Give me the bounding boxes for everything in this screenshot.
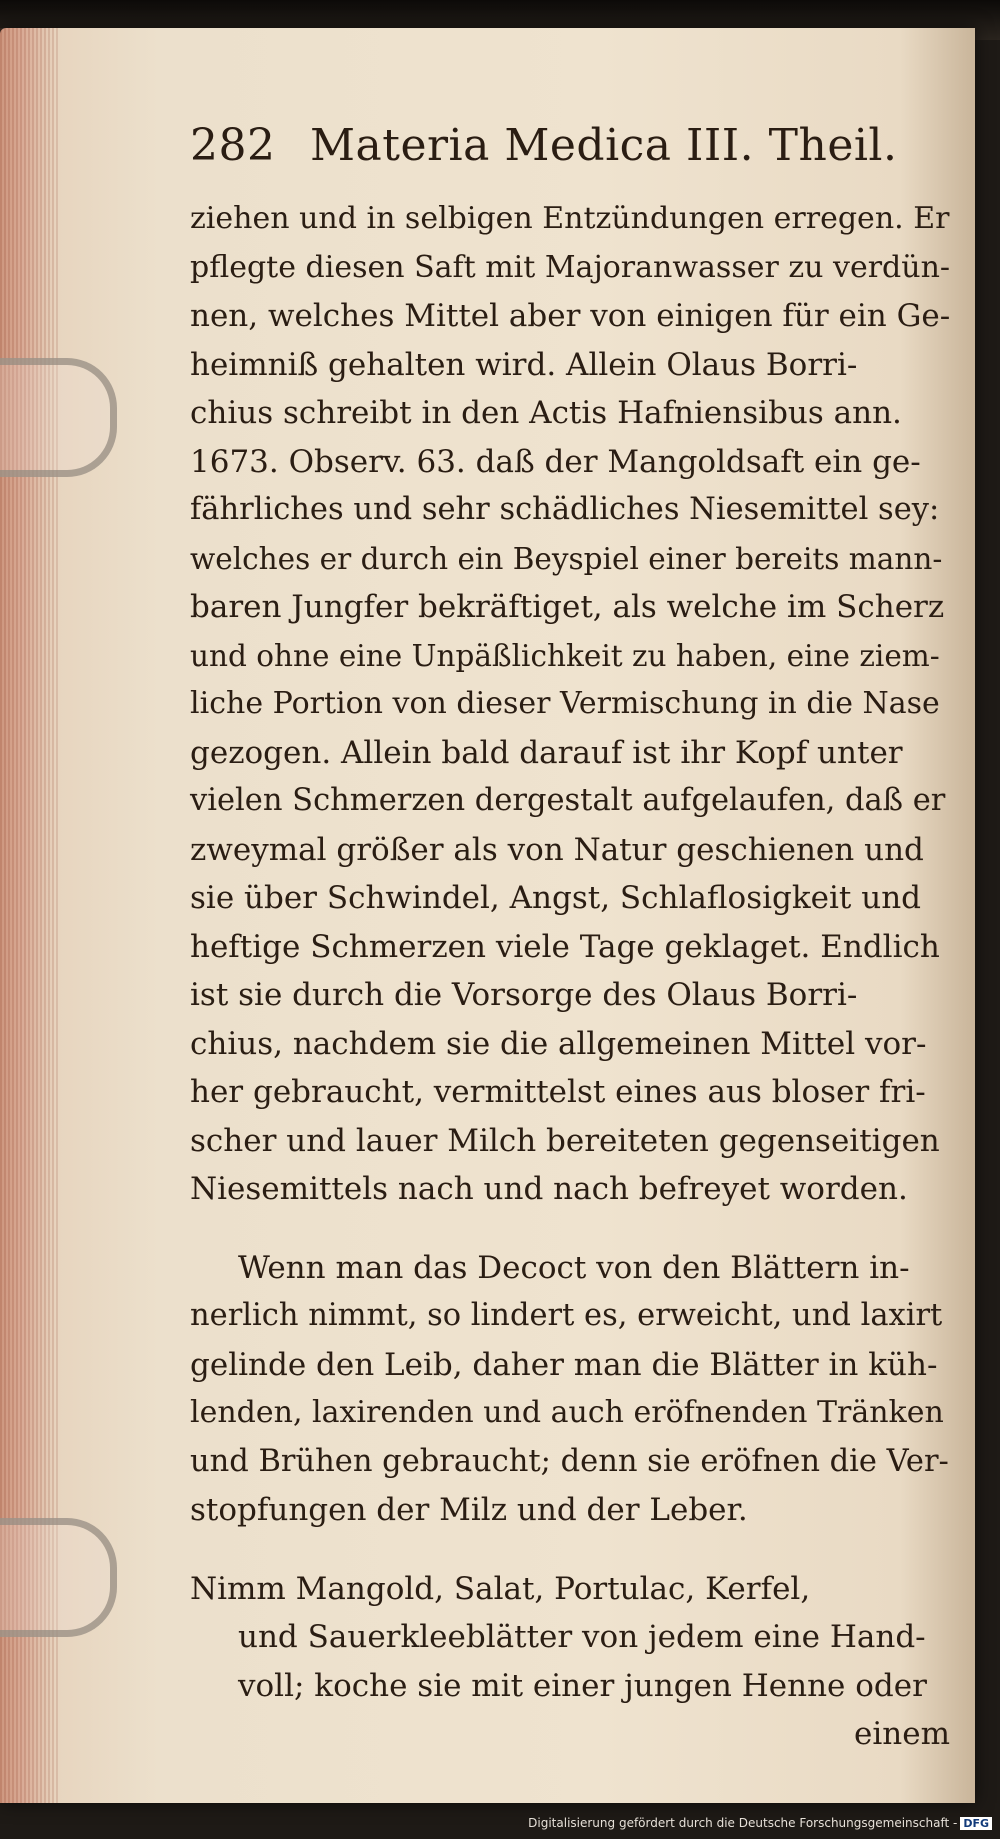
page-number: 282 xyxy=(190,120,276,171)
page-clip-bottom xyxy=(0,1518,117,1637)
text-line: stopfungen der Milz und der Leber. xyxy=(190,1492,748,1528)
paragraph-2 xyxy=(190,1244,950,1535)
paragraph-3 xyxy=(190,1565,950,1711)
text-line: chius, nachdem sie die allgemeinen Mittel vor- xyxy=(190,1025,927,1062)
page-clip-top xyxy=(0,358,117,477)
text-line: chius schreibt in den Actis Hafniensibus ann. xyxy=(190,395,902,431)
text-line: pflegte diesen Saft mit Majoranwasser zu verdün- xyxy=(190,249,951,285)
text-line: zweymal größer als von Natur geschienen und xyxy=(190,831,924,868)
text-line: gelinde den Leib, daher man die Blätter in küh- xyxy=(190,1346,938,1383)
running-head: Materia Medica III. Theil. xyxy=(310,120,898,171)
text-line: ziehen und in selbigen Entzündungen erregen. Er xyxy=(190,201,950,236)
text-line: baren Jungfer bekräftiget, als welche im Scherz xyxy=(190,589,945,625)
page-header xyxy=(190,120,950,171)
text-line: gezogen. Allein bald darauf ist ihr Kopf unter xyxy=(190,734,903,771)
credit-text: Digitalisierung gefördert durch die Deutsche Forschungsgemeinschaft - xyxy=(528,1816,958,1830)
text-line: nerlich nimmt, so lindert es, erweicht, und laxirt xyxy=(190,1298,943,1333)
dfg-logo: DFG xyxy=(960,1817,992,1830)
text-line: ist sie durch die Vorsorge des Olaus Borri- xyxy=(190,977,858,1013)
paragraph-spacer xyxy=(190,1535,950,1565)
text-line: und Brühen gebraucht; denn sie eröfnen die Ver- xyxy=(190,1443,949,1479)
text-line: 1673. Observ. 63. daß der Mangoldsaft ein ge- xyxy=(190,443,921,480)
text-line: scher und lauer Milch bereiteten gegenseitigen xyxy=(190,1122,940,1159)
page-text xyxy=(190,120,950,1758)
text-line: heftige Schmerzen viele Tage geklaget. Endlich xyxy=(190,928,940,965)
digitization-credit xyxy=(528,1816,992,1830)
text-line: her gebraucht, vermittelst eines aus bloser fri- xyxy=(190,1074,926,1110)
text-line: welches er durch ein Beyspiel einer bereits mann- xyxy=(190,541,943,576)
text-line: fährliches und sehr schädliches Niesemittel sey: xyxy=(190,492,940,527)
catchword: einem xyxy=(854,1716,950,1752)
paragraph-spacer xyxy=(190,1214,950,1244)
text-line: Niesemittels nach und nach befreyet worden. xyxy=(190,1171,908,1207)
text-line: Nimm Mangold, Salat, Portulac, Kerfel, xyxy=(190,1570,811,1607)
text-line: nen, welches Mittel aber von einigen für ein Ge- xyxy=(190,298,951,334)
text-line: voll; koche sie mit einer jungen Henne oder xyxy=(238,1667,927,1704)
text-line: und Sauerkleeblätter von jedem eine Hand- xyxy=(238,1619,926,1655)
text-line: sie über Schwindel, Angst, Schlaflosigkeit und xyxy=(190,880,922,916)
text-line: vielen Schmerzen dergestalt aufgelaufen, daß er xyxy=(190,783,946,818)
text-line: und ohne eine Unpäßlichkeit zu haben, eine ziem- xyxy=(190,638,940,673)
text-line: lenden, laxirenden und auch eröfnenden Tränken xyxy=(190,1395,944,1430)
text-line: heimniß gehalten wird. Allein Olaus Borri- xyxy=(190,346,858,383)
text-line: Wenn man das Decoct von den Blättern in- xyxy=(238,1249,910,1286)
paragraph-1 xyxy=(190,195,950,1214)
text-line: liche Portion von dieser Vermischung in die Nase xyxy=(190,686,940,721)
